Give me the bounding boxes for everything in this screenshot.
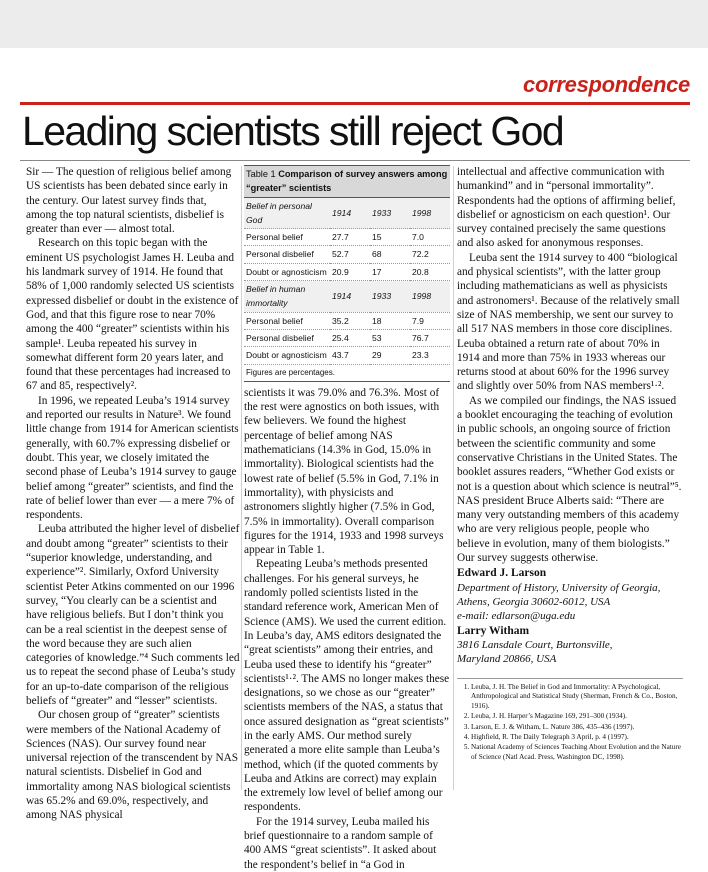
table-cell: Doubt or agnosticism: [244, 263, 330, 280]
table-header-cell: 1933: [370, 197, 410, 229]
table-row: [244, 229, 450, 246]
table-cell: 53: [370, 329, 410, 346]
reference-item: 3. Larson, E. J. & Witham, L. Nature 386, 435–436 (1997).: [471, 723, 683, 732]
author-name: Larry Witham: [457, 624, 530, 637]
paragraph: For the 1914 survey, Leuba mailed his brief questionnaire to a random sample of 400 AMS “great scientists”. It asked about the respondent’s belief in “a God in: [244, 815, 437, 871]
table-cell: 25.4: [330, 329, 370, 346]
reference-item: 1. Leuba, J. H. The Belief in God and Immortality: A Psychological, Anthropological and Statistical Study (Sherman, French & Co., Boston, 1916).: [471, 683, 683, 711]
table-row: [244, 246, 450, 263]
author-name: Edward J. Larson: [457, 567, 547, 580]
table-row: [244, 329, 450, 346]
table-cell: 23.3: [410, 347, 450, 364]
reference-item: 2. Leuba, J. H. Harper’s Magazine 169, 291–300 (1934).: [471, 712, 683, 721]
table-cell: 27.7: [330, 229, 370, 246]
section-label: correspondence: [523, 72, 690, 97]
paragraph: Repeating Leuba’s methods presented challenges. For his general surveys, he randomly polled scientists listed in the standard reference work, American Men of Science (AMS). We used the current edition. In Leuba’s day, AMS editors designated the “great scientists” among their entries, and Leuba used these to identify his “greater” scientists¹·². The AMS no longer makes these designations, so we chose as our “greater” scientists members of the NAS, a status that once assured designation as “great scientists” in the early AMS. Our method surely generated a more elite sample than Leuba’s method, which (if the quoted comments by Leuba and Atkins are correct) may explain the extremely low level of belief among our respondents.: [244, 558, 450, 814]
section-rule: [20, 102, 690, 105]
table-cell: 43.7: [330, 347, 370, 364]
table-cell: Personal disbelief: [244, 329, 330, 346]
table-header: [244, 281, 450, 313]
paragraph: Our chosen group of “greater” scientists were members of the National Academy of Sciences (NAS). Our survey found near universal rejection of the transcendent by NAS natural scientists. Disbelief in God and immortality among NAS biological scientists was 65.2% and 69.0%, respectively, and among NAS physical: [26, 709, 239, 822]
paragraph: In 1996, we repeated Leuba’s 1914 survey and reported our results in Nature³. We found little change from 1914 for American scientists generally, with 60.7% expressing disbelief or doubt. This year, we closely imitated the second phase of Leuba’s 1914 survey to gauge belief among “greater” scientists, and find the rate of belief lower than ever — a mere 7% of respondents.: [26, 394, 239, 522]
table-title: Comparison of survey answers among “greater” scientists: [246, 169, 448, 194]
table-header-cell: Belief in personal God: [244, 197, 330, 229]
table-row: [244, 312, 450, 329]
table-row: [244, 347, 450, 364]
page-title: Leading scientists still reject God: [22, 108, 564, 154]
survey-table: [244, 165, 450, 382]
table-cell: 72.2: [410, 246, 450, 263]
table-cell: Personal belief: [244, 229, 330, 246]
table-cell: 18: [370, 312, 410, 329]
table-cell: 7.0: [410, 229, 450, 246]
table-footnote-text: Figures are percentages.: [244, 364, 450, 381]
table-cell: 68: [370, 246, 410, 263]
table-header-cell: 1914: [330, 281, 370, 313]
paragraph: intellectual and affective communication with humankind” and in “personal immortality”. Respondents had the options of affirming belief, disbelief or agnosticism on each question¹. Our survey contained precisely the same questions and also asked for anonymous responses.: [457, 166, 676, 250]
paragraph: As we compiled our findings, the NAS issued a booklet encouraging the teaching of evolution in public schools, an ongoing source of friction between the scientific community and some conservative Christians in the United States. The booklet assures readers, “Whether God exists or not is a question about which science is neutral”⁵. NAS president Bruce Alberts said: “There are many very outstanding members of this academy who are very religious people, people who believe in evolution, many of them biologists.” Our survey suggests otherwise.: [457, 394, 682, 565]
paragraph: Sir — The question of religious belief among US scientists has been debated since early in the century. Our latest survey finds that, among the top natural scientists, disbelief is greater than ever — almost total.: [26, 166, 232, 236]
table-cell: 52.7: [330, 246, 370, 263]
table-cell: 7.9: [410, 312, 450, 329]
column-divider: [453, 166, 454, 790]
table-row: [244, 263, 450, 280]
table-header-cell: Belief in human immortality: [244, 281, 330, 313]
author-affiliation: Maryland 20866, USA: [457, 652, 557, 665]
table-cell: Doubt or agnosticism: [244, 347, 330, 364]
table-label: Table 1: [246, 169, 276, 179]
paragraph: Leuba sent the 1914 survey to 400 “biological and physical scientists”, with the latter group including mathematicians as well as physicists and astronomers¹. Because of the relatively small size of NAS membership, we sent our survey to all 517 NAS members in those core disciplines. Leuba obtained a return rate of about 70% in 1914 and more than 75% in 1933 whereas our returns stood at about 60% for the 1996 survey and slightly over 50% from NAS members¹·².: [457, 251, 680, 393]
table-header-cell: 1914: [330, 197, 370, 229]
table-cell: 20.8: [410, 263, 450, 280]
author-affiliation: Athens, Georgia 30602-6012, USA: [457, 595, 611, 608]
table-header: [244, 197, 450, 229]
author-affiliation: Department of History, University of Georgia,: [457, 581, 661, 594]
table-cell: 15: [370, 229, 410, 246]
table-footnote: [244, 364, 450, 381]
table-header-cell: 1998: [410, 281, 450, 313]
author-affiliation: 3816 Lansdale Court, Burtonsville,: [457, 638, 613, 651]
column-divider: [241, 166, 242, 790]
table-header-cell: 1998: [410, 197, 450, 229]
author-email[interactable]: e-mail: edlarson@uga.edu: [457, 609, 576, 622]
table-cell: 29: [370, 347, 410, 364]
browser-top-bar: [0, 0, 708, 48]
table-caption: [244, 166, 450, 198]
table-cell: 35.2: [330, 312, 370, 329]
table-cell: Personal belief: [244, 312, 330, 329]
table-header-cell: 1933: [370, 281, 410, 313]
paragraph: scientists it was 79.0% and 76.3%. Most of the rest were agnostics on both issues, with few believers. We found the highest percentage of belief among NAS mathematicians (14.3% in God, 15.0% in immortality). Biological scientists had the lowest rate of belief (5.5% in God, 7.1% in immortality), with physicists and astronomers slightly higher (7.5% in God, 7.5% in immortality). Overall comparison figures for the 1914, 1933 and 1998 surveys appear in Table 1.: [244, 386, 444, 557]
table-cell: 17: [370, 263, 410, 280]
headline-rule: [20, 160, 690, 161]
paragraph: Leuba attributed the higher level of disbelief and doubt among “greater” scientists to their “superior knowledge, understanding, and experience”². Similarly, Oxford University scientist Peter Atkins commented on our 1996 survey, “You clearly can be a scientist and have religious beliefs. But I don’t think you can be a real scientist in the deepest sense of the word because they are such alien categories of knowledge.”⁴ Such comments led us to repeat the second phase of Leuba’s study for an up-to-date comparison of the religious beliefs of “greater” and “lesser” scientists.: [26, 523, 240, 707]
column-3: [457, 165, 683, 763]
table-cell: 20.9: [330, 263, 370, 280]
references: [457, 678, 683, 762]
table-cell: 76.7: [410, 329, 450, 346]
column-2: [244, 165, 450, 872]
paragraph: Research on this topic began with the eminent US psychologist James H. Leuba and his landmark survey of 1914. He found that 58% of 1,000 randomly selected US scientists expressed disbelief or doubt in the existence of God, and that this figure rose to near 70% among the 400 “greater” scientists within his sample¹. Leuba repeated his survey in somewhat different form 20 years later, and found that these percentages had increased to 67 and 85, respectively².: [26, 237, 239, 393]
reference-item: 5. National Academy of Sciences Teaching About Evolution and the Nature of Science (Natl Acad. Press, Washington DC, 1998).: [471, 743, 683, 762]
table-cell: Personal disbelief: [244, 246, 330, 263]
column-1: [26, 165, 240, 823]
reference-item: 4. Highfield, R. The Daily Telegraph 3 April, p. 4 (1997).: [471, 733, 683, 742]
